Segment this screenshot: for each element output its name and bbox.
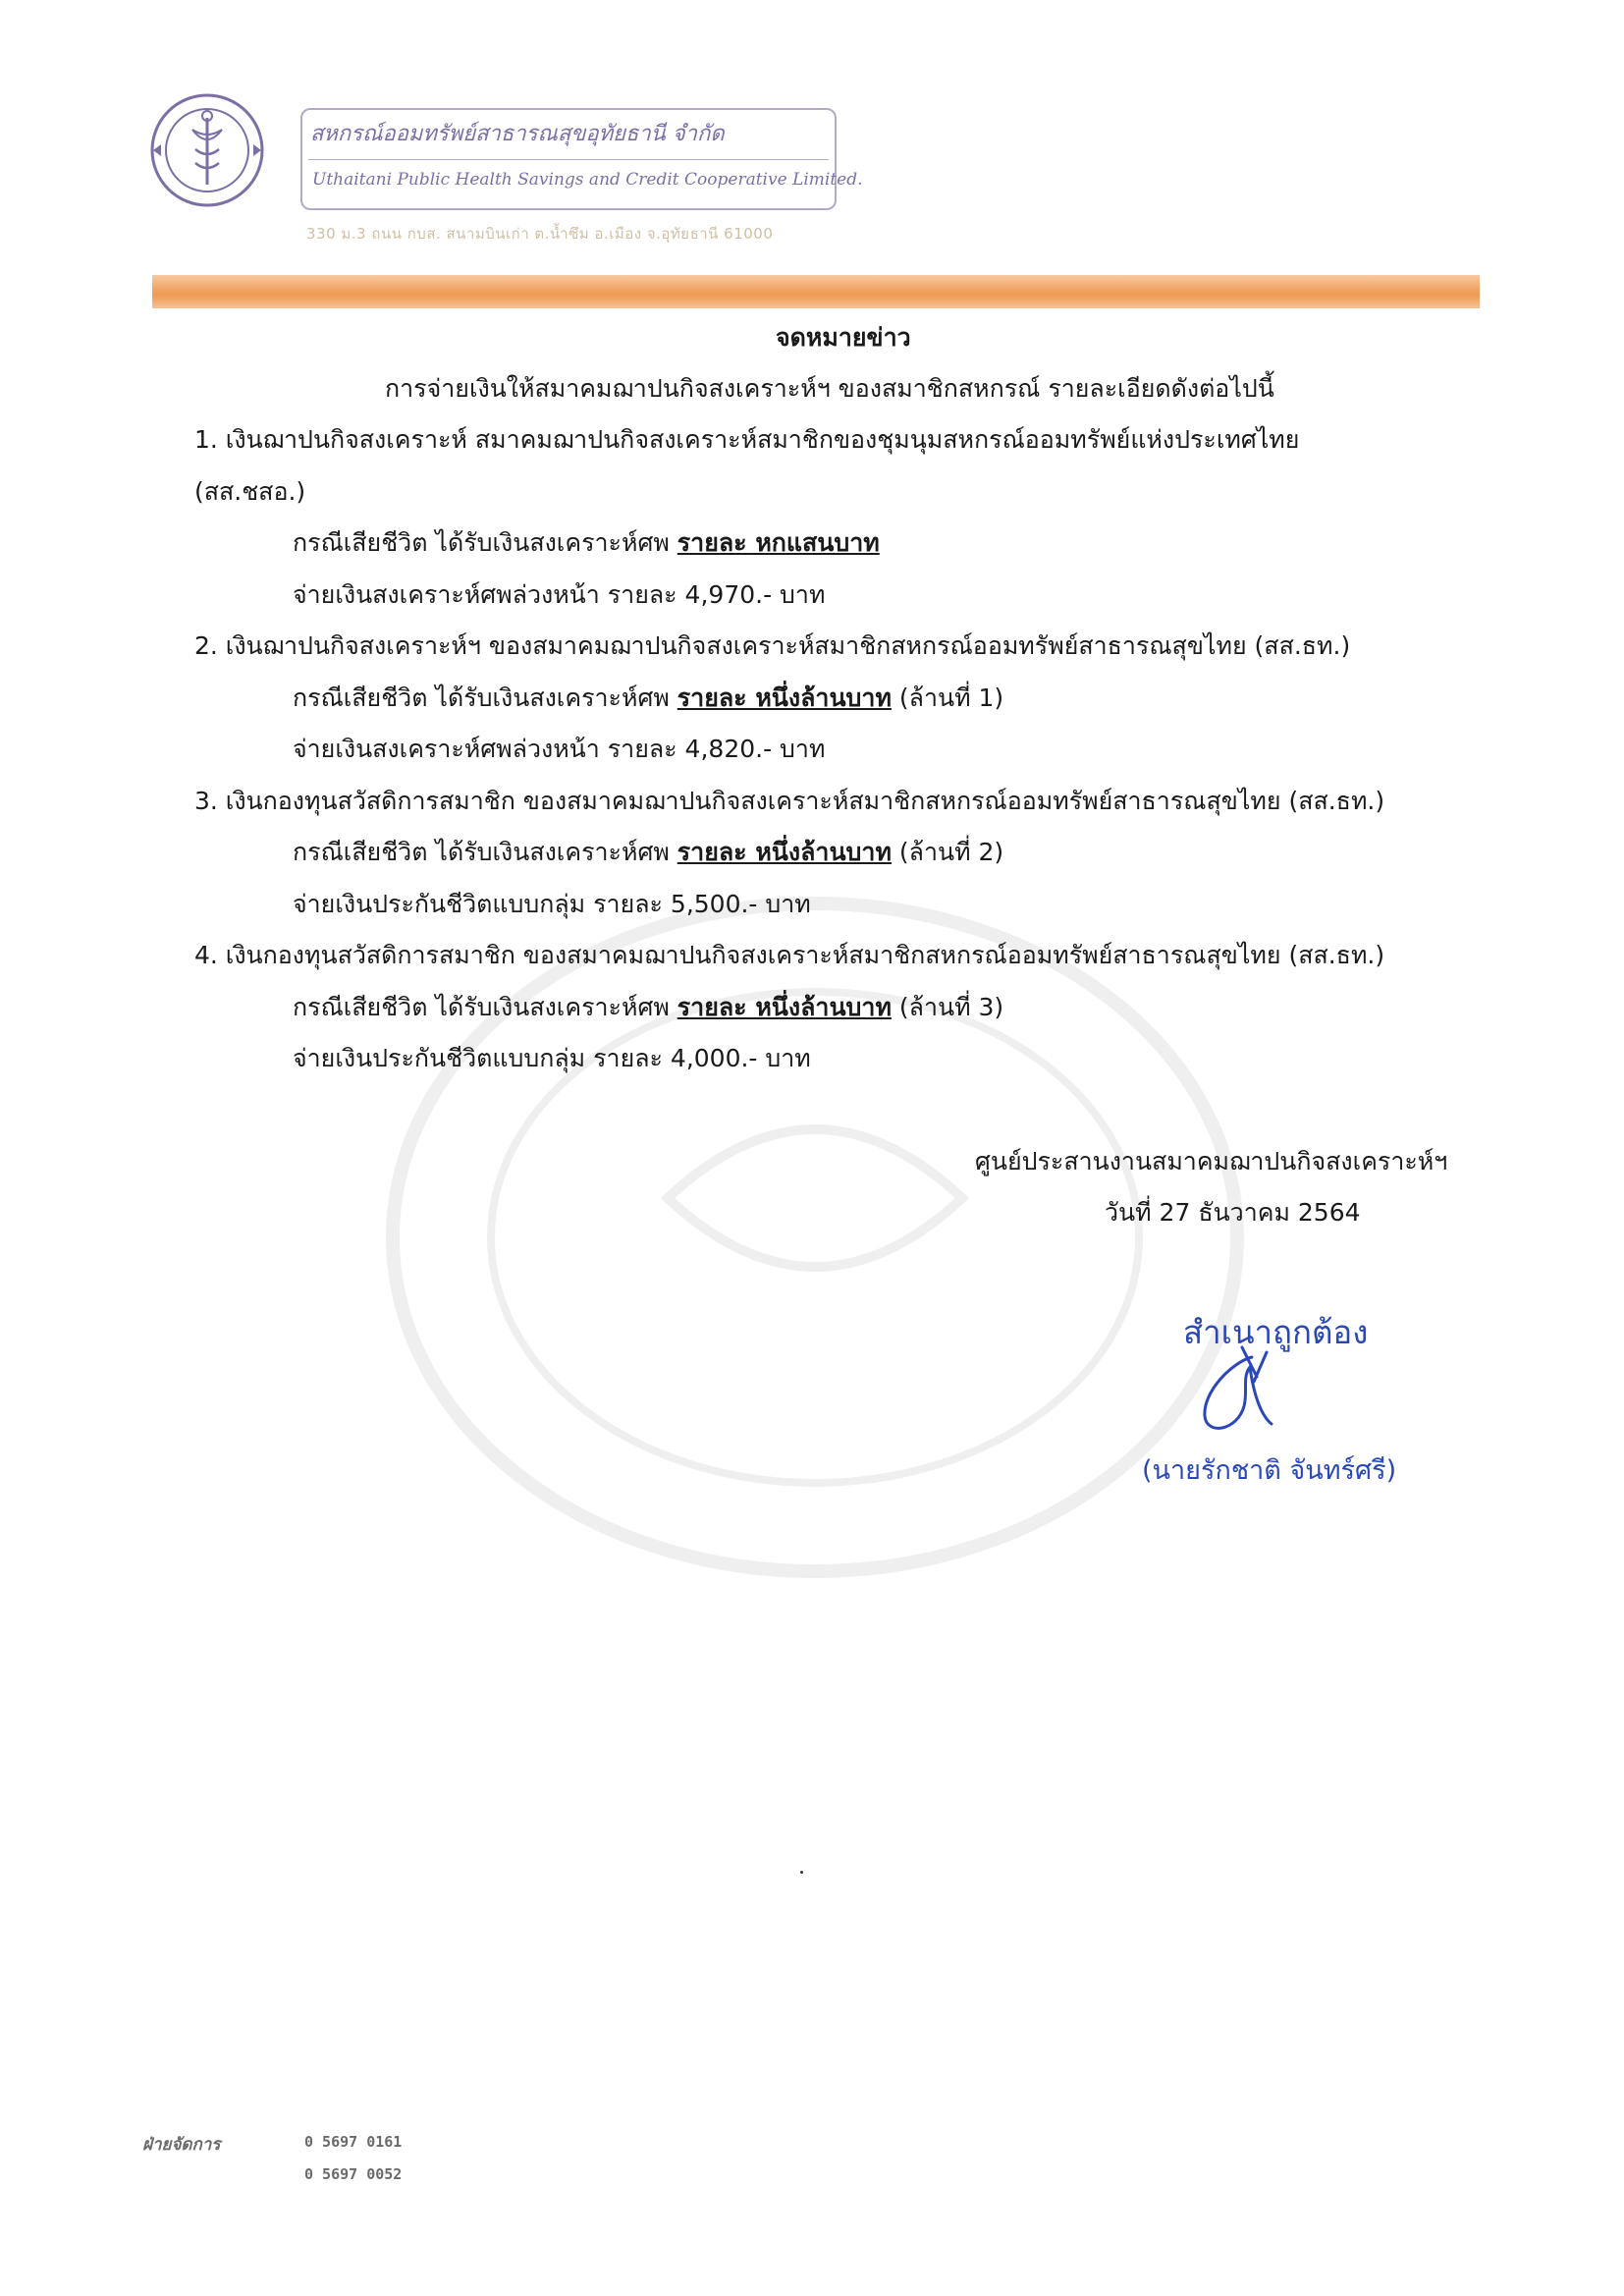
stray-mark [800, 1871, 803, 1874]
item-3-payment: จ่ายเงินประกันชีวิตแบบกลุ่ม รายละ 5,500.- บาท [293, 890, 811, 918]
item-1-heading-cont: (สส.ชสอ.) [194, 477, 306, 506]
death-benefit-amount: รายละ หนึ่งล้านบาท [677, 683, 892, 712]
org-name-thai: สหกรณ์ออมทรัพย์สาธารณสุขอุทัยธานี จำกัด [310, 122, 725, 146]
item-2-death-benefit [293, 679, 1003, 718]
footer-phone-2: 0 5697 0052 [304, 2165, 403, 2183]
header-accent-bar [152, 275, 1480, 308]
item-4-heading: 4. เงินกองทุนสวัสดิการสมาชิก ของสมาคมฌาปนกิจสงเคราะห์สมาชิกสหกรณ์ออมทรัพย์สาธารณสุขไทย (สส.ธท.) [194, 941, 1385, 969]
item-2-heading: 2. เงินฌาปนกิจสงเคราะห์ฯ ของสมาคมฌาปนกิจสงเคราะห์สมาชิกสหกรณ์ออมทรัพย์สาธารณสุขไทย (สส.ธท.) [194, 631, 1351, 660]
org-address: 330 ม.3 ถนน กบส. สนามบินเก่า ต.น้ำซึม อ.เมือง จ.อุทัยธานี 61000 [306, 225, 774, 243]
footer-phone-1: 0 5697 0161 [304, 2133, 403, 2151]
item-2-payment: จ่ายเงินสงเคราะห์ศพล่วงหน้า รายละ 4,820.- บาท [293, 735, 826, 763]
item-4-payment: จ่ายเงินประกันชีวิตแบบกลุ่ม รายละ 4,000.- บาท [293, 1044, 811, 1072]
death-benefit-suffix: (ล้านที่ 2) [891, 838, 1004, 866]
cooperative-seal-logo [147, 90, 267, 210]
sender-date: วันที่ 27 ธันวาคม 2564 [1105, 1198, 1361, 1227]
signature-icon [1183, 1338, 1301, 1441]
certified-copy-stamp: สำเนาถูกต้อง [1183, 1313, 1369, 1351]
death-benefit-prefix: กรณีเสียชีวิต ได้รับเงินสงเคราะห์ศพ [293, 683, 677, 712]
death-benefit-prefix: กรณีเสียชีวิต ได้รับเงินสงเคราะห์ศพ [293, 838, 677, 866]
org-name-english: Uthaitani Public Health Savings and Credit Cooperative Limited. [312, 170, 863, 190]
item-3-heading: 3. เงินกองทุนสวัสดิการสมาชิก ของสมาคมฌาปนกิจสงเคราะห์สมาชิกสหกรณ์ออมทรัพย์สาธารณสุขไทย (สส.ธท.) [194, 787, 1385, 815]
item-1-heading: 1. เงินฌาปนกิจสงเคราะห์ สมาคมฌาปนกิจสงเคราะห์สมาชิกของชุมนุมสหกรณ์ออมทรัพย์แห่งประเทศไทย [194, 425, 1300, 454]
signatory-name: (นายรักชาติ จันทร์ศรี) [1142, 1455, 1397, 1486]
sender-office: ศูนย์ประสานงานสมาคมฌาปนกิจสงเคราะห์ฯ [975, 1147, 1448, 1175]
death-benefit-suffix: (ล้านที่ 3) [891, 993, 1004, 1021]
document-title: จดหมายข่าว [776, 323, 911, 352]
death-benefit-amount: รายละ หกแสนบาท [677, 528, 880, 557]
footer-department: ฝ่ายจัดการ [142, 2135, 221, 2155]
item-3-death-benefit [293, 833, 1003, 872]
intro-paragraph: การจ่ายเงินให้สมาคมฌาปนกิจสงเคราะห์ฯ ของสมาชิกสหกรณ์ รายละเอียดดังต่อไปนี้ [385, 374, 1274, 403]
org-name-divider [308, 159, 829, 160]
death-benefit-suffix: (ล้านที่ 1) [891, 683, 1004, 712]
item-1-payment: จ่ายเงินสงเคราะห์ศพล่วงหน้า รายละ 4,970.- บาท [293, 580, 826, 609]
item-1-death-benefit [293, 523, 880, 563]
item-4-death-benefit [293, 988, 1003, 1027]
death-benefit-amount: รายละ หนึ่งล้านบาท [677, 993, 892, 1021]
death-benefit-amount: รายละ หนึ่งล้านบาท [677, 838, 892, 866]
death-benefit-prefix: กรณีเสียชีวิต ได้รับเงินสงเคราะห์ศพ [293, 528, 677, 557]
death-benefit-prefix: กรณีเสียชีวิต ได้รับเงินสงเคราะห์ศพ [293, 993, 677, 1021]
